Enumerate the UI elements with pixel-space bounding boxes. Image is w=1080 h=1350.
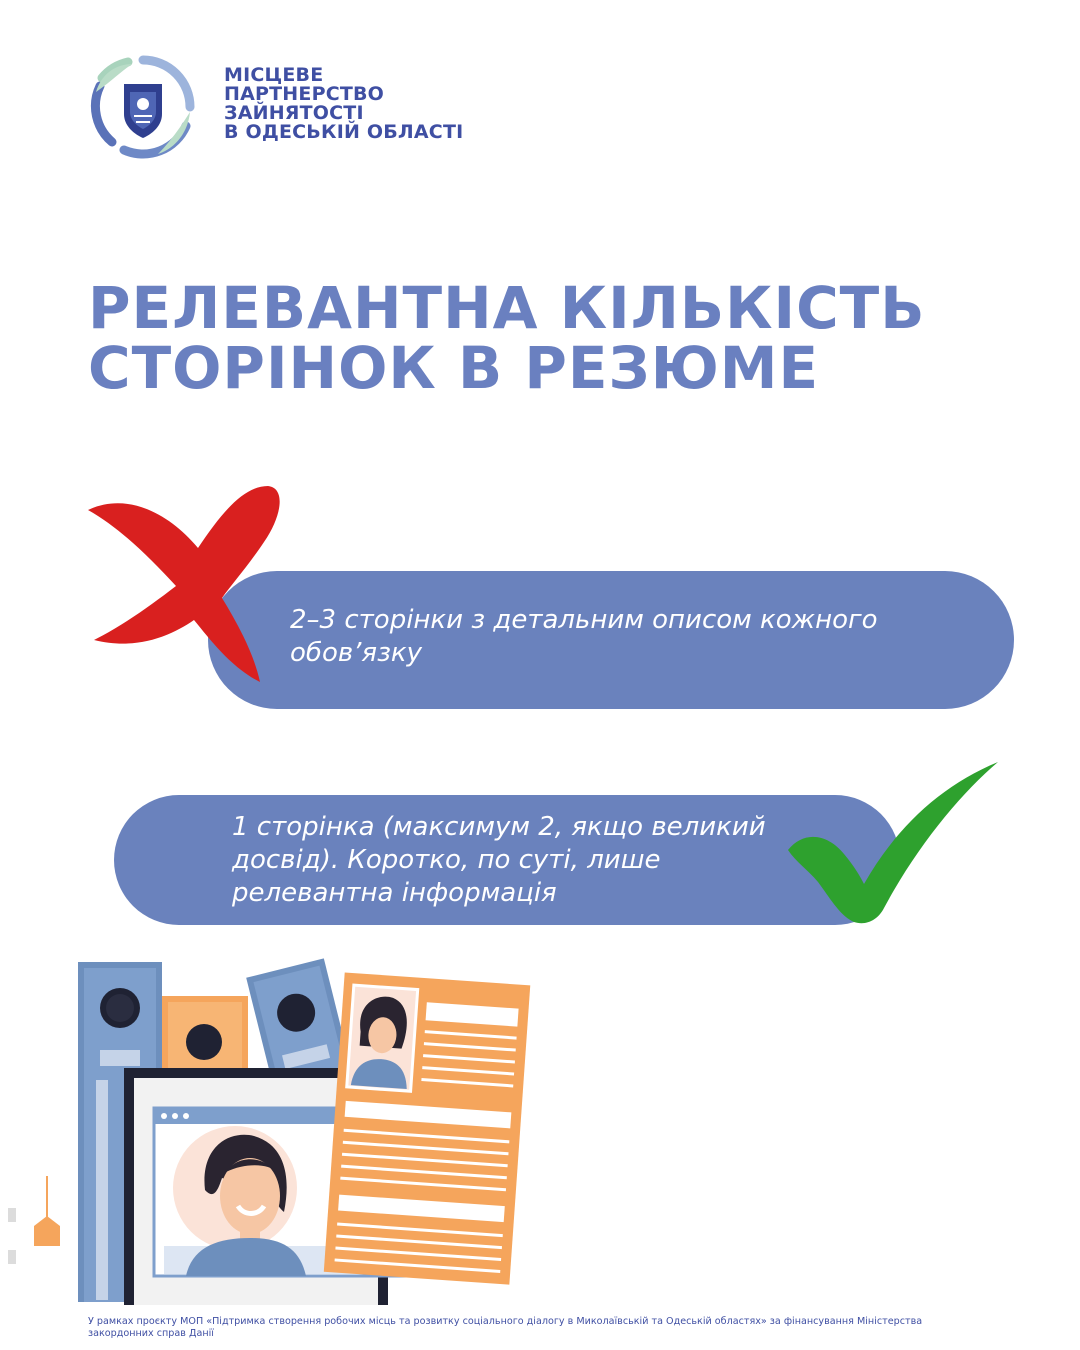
org-name: [224, 66, 463, 142]
page-title: [88, 274, 926, 402]
resume-folders-monitor-illustration: [0, 950, 540, 1305]
page-title-line: СТОРІНОК В РЕЗЮМЕ: [88, 334, 820, 402]
page-title-line: РЕЛЕВАНТНА КІЛЬКІСТЬ: [88, 274, 926, 342]
red-cross-icon: [86, 482, 284, 686]
footer-note: У рамках проєкту МОП «Підтримка створення робочих місць та розвитку соціального діалогу в Миколаївській та Одеській областях» за фінансування Міністерства закордонних справ Данії: [88, 1316, 923, 1339]
org-name-line: В ОДЕСЬКІЙ ОБЛАСТІ: [224, 121, 464, 143]
good-option-card: [114, 795, 900, 925]
bad-option-card: [208, 571, 1014, 709]
logo-emblem-icon: [88, 52, 198, 162]
org-name-line: МІСЦЕВЕ: [224, 64, 324, 86]
good-option-text: 1 сторінка (максимум 2, якщо великий досвід). Коротко, по суті, лише релевантна інформація: [232, 812, 766, 908]
org-name-line: ЗАЙНЯТОСТІ: [224, 102, 364, 124]
green-checkmark-icon: [784, 758, 1000, 928]
org-name-line: ПАРТНЕРСТВО: [224, 83, 385, 105]
bad-option-text: 2–3 сторінки з детальним описом кожного обов’язку: [290, 605, 878, 668]
